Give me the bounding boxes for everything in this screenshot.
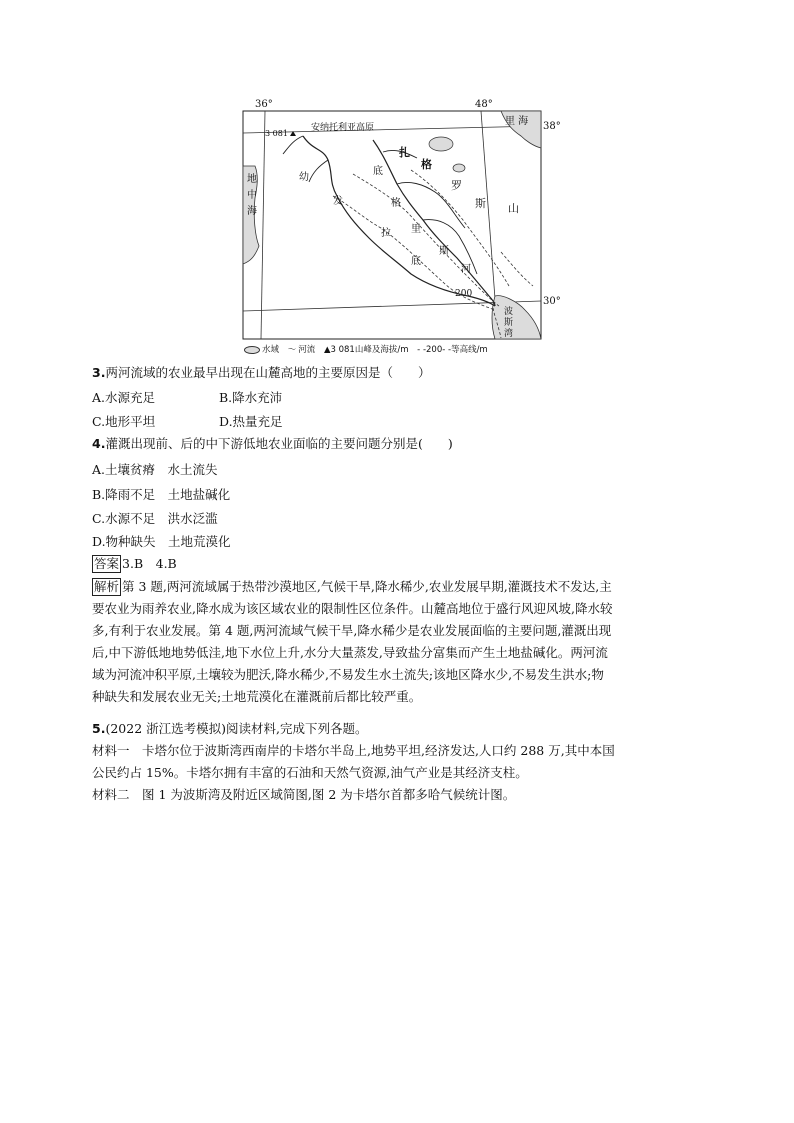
lake-shape <box>453 164 465 172</box>
river-branch <box>283 136 303 154</box>
legend-contour: - -200- -等高线/m <box>417 345 488 355</box>
zagros-label-5: 山 <box>508 202 519 215</box>
question-3 <box>92 362 704 384</box>
analysis-line-2: 要农业为雨养农业,降水成为该区域农业的限制性区位条件。山麓高地位于盛行风迎风坡,降水较 <box>92 601 613 616</box>
analysis-tag: 解析 <box>94 579 120 594</box>
q4-text: 灌溉出现前、后的中下游低地农业面临的主要问题分别是( ) <box>105 436 453 451</box>
plateau-label: 安纳托利亚高原 <box>311 123 375 133</box>
map-legend <box>244 343 544 355</box>
med-label-3: 海 <box>247 206 257 217</box>
contour-line <box>353 174 499 306</box>
question-5 <box>92 718 704 806</box>
analysis-line-4: 后,中下游低地地势低洼,地下水位上升,水分大量蒸发,导致盐分富集而产生土地盐碱化。两河流 <box>92 645 608 660</box>
gulf-label-2: 斯 <box>504 318 514 328</box>
answer-text: 3.B 4.B <box>122 556 177 571</box>
q3-option-a: A.水源充足 <box>92 390 156 405</box>
zagros-label-4: 斯 <box>475 197 486 210</box>
gulf-label-1: 波 <box>504 307 514 317</box>
euphrates-river <box>303 136 495 306</box>
q3-option-c: C.地形平坦 <box>92 414 156 429</box>
analysis-line-3: 多,有利于农业发展。第 4 题,两河流域气候干旱,降水稀少是农业发展面临的主要问题,灌溉出现 <box>92 623 612 638</box>
material1-line-2: 公民约占 15%。卡塔尔拥有丰富的石油和天然气资源,油气产业是其经济支柱。 <box>92 765 528 780</box>
q4-option-a: A.土壤贫瘠 水土流失 <box>92 462 218 477</box>
tigris-label-3: 里 <box>411 224 421 235</box>
peak-label: 3 081 <box>265 129 288 138</box>
legend-water: 水域 <box>262 345 280 355</box>
answer-tag: 答案 <box>94 556 120 571</box>
med-label-1: 地 <box>247 174 257 185</box>
tigris-river <box>373 140 495 306</box>
lon-right-label: 48° <box>475 99 493 110</box>
q3-text: 两河流域的农业最早出现在山麓高地的主要原因是（ ） <box>105 365 431 380</box>
tigris-label-4: 斯 <box>439 246 449 257</box>
analysis-line-5: 域为河流冲积平原,土壤较为肥沃,降水稀少,不易发生水土流失;该地区降水少,不易发生洪水;物 <box>92 667 604 682</box>
q3-option-d: D.热量充足 <box>219 414 283 429</box>
lat-top-label: 38° <box>543 121 561 132</box>
q3-number: 3. <box>92 365 106 380</box>
lon-36-line <box>261 111 265 339</box>
zagros-label-3: 罗 <box>451 179 462 192</box>
question-4 <box>92 433 704 455</box>
analysis-line-1: 第 3 题,两河流域属于热带沙漠地区,气候干旱,降水稀少,农业发展早期,灌溉技术不发达,主 <box>122 579 612 594</box>
tigris-label-2: 格 <box>391 198 401 209</box>
tigris-label-1: 底 <box>373 166 383 177</box>
tigris-label-5: 河 <box>461 264 471 275</box>
answer-line <box>92 553 704 575</box>
lake-shape <box>429 137 453 151</box>
q4-number: 4. <box>92 436 106 451</box>
legend-peak: ▲3 081山峰及海拔/m <box>323 345 409 355</box>
q4-option-c: C.水源不足 洪水泛滥 <box>92 511 218 526</box>
region-map <box>233 96 561 358</box>
gulf-label-3: 湾 <box>504 329 514 339</box>
analysis-line-6: 种缺失和发展农业无关;土地荒漠化在灌溉前后都比较严重。 <box>92 689 422 704</box>
lat-bottom-label: 30° <box>543 296 561 307</box>
q3-option-b: B.降水充沛 <box>219 390 283 405</box>
lon-left-label: 36° <box>255 99 273 110</box>
med-label-2: 中 <box>247 190 257 201</box>
q4-option-b: B.降雨不足 土地盐碱化 <box>92 487 231 502</box>
euphrates-label-2: 发 <box>333 196 343 207</box>
legend-water-icon <box>244 346 260 354</box>
river-branch <box>309 160 328 182</box>
zagros-label-1: 扎 <box>399 146 410 159</box>
analysis-block <box>92 576 704 708</box>
map-svg <box>233 96 561 358</box>
q4-option-d: D.物种缺失 土地荒漠化 <box>92 534 231 549</box>
euphrates-label-3: 拉 <box>381 228 391 239</box>
q5-number: 5. <box>92 721 106 736</box>
legend-river-icon: 〜 <box>287 345 297 355</box>
material2-text: 材料二 图 1 为波斯湾及附近区域简图,图 2 为卡塔尔首都多哈气候统计图。 <box>92 787 516 802</box>
material1-line-1: 材料一 卡塔尔位于波斯湾西南岸的卡塔尔半岛上,地势平坦,经济发达,人口约 288 万,其中本国 <box>92 743 615 758</box>
q5-text: (2022 浙江选考模拟)阅读材料,完成下列各题。 <box>105 721 368 736</box>
caspian-label: 里 海 <box>505 116 529 127</box>
zagros-label-2: 格 <box>421 158 432 171</box>
legend-river: 河流 <box>298 345 316 355</box>
euphrates-label-1: 幼 <box>299 172 309 183</box>
contour-200-label: 200 <box>455 289 473 299</box>
euphrates-label-4: 底 <box>411 256 421 267</box>
